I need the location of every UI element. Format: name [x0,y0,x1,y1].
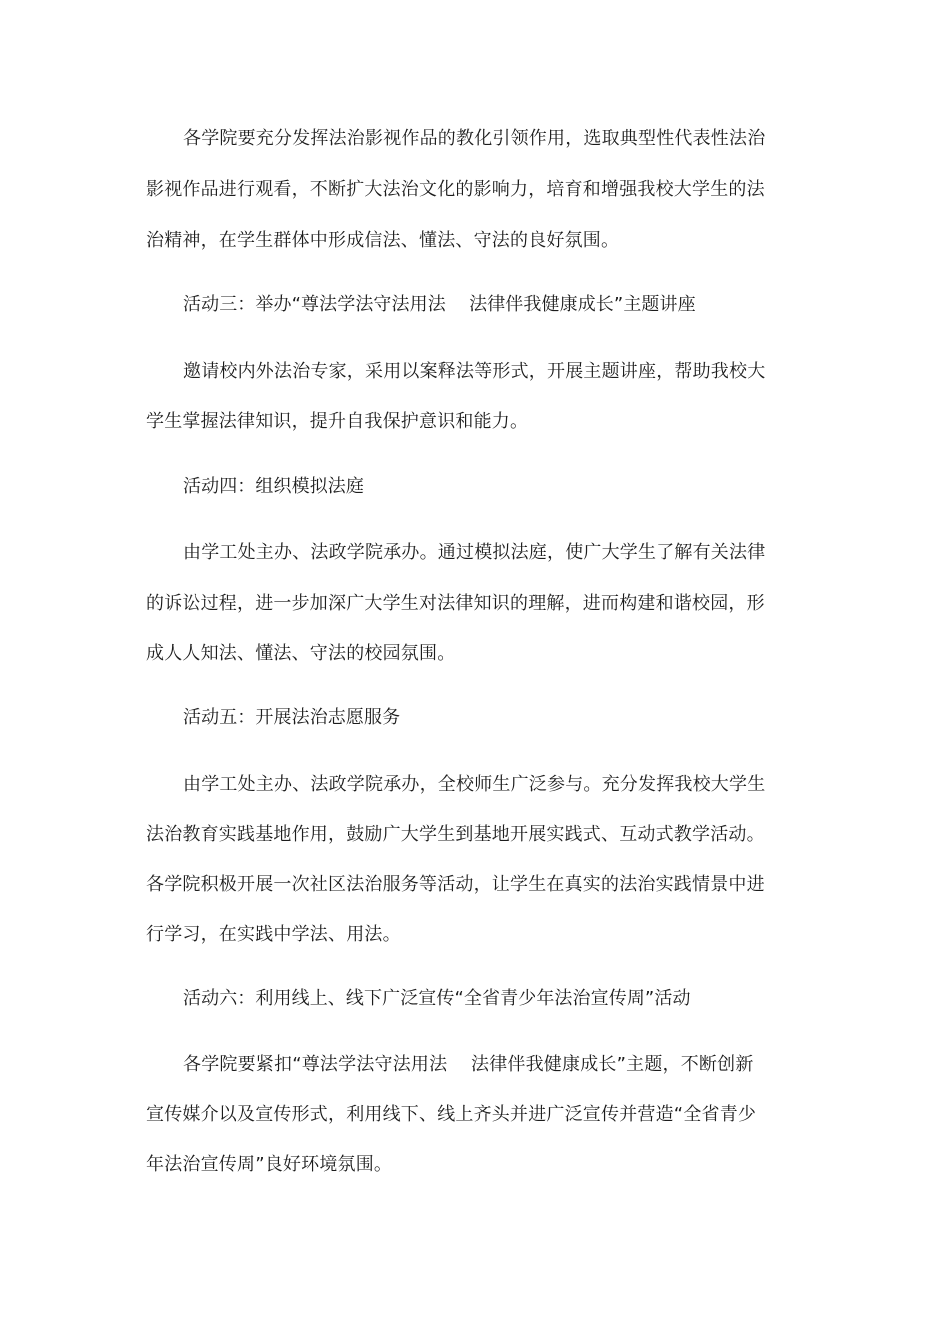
text-line: 的诉讼过程，进一步加深广大学生对法律知识的理解，进而构建和谐校园，形 [146,593,765,614]
text-line: 行学习，在实践中学法、用法。 [146,924,401,945]
text-line: 由学工处主办、法政学院承办。通过模拟法庭，使广大学生了解有关法律 [183,542,766,563]
text-line: 宣传媒介以及宣传形式，利用线下、线上齐头并进广泛宣传并营造“全省青少 [146,1104,757,1125]
heading-line: 活动四：组织模拟法庭 [183,476,364,497]
text-line: 学生掌握法律知识，提升自我保护意识和能力。 [146,411,529,432]
text-line: 邀请校内外法治专家，采用以案释法等形式，开展主题讲座，帮助我校大 [183,361,766,382]
text-line: 治精神，在学生群体中形成信法、懂法、守法的良好氛围。 [146,230,620,251]
text-line: 各学院积极开展一次社区法治服务等活动，让学生在真实的法治实践情景中进 [146,874,765,895]
text-line: 影视作品进行观看，不断扩大法治文化的影响力，培育和增强我校大学生的法 [146,179,765,200]
text-line: 成人人知法、懂法、守法的校园氛围。 [146,643,456,664]
heading-line: 活动六：利用线上、线下广泛宣传“全省青少年法治宣传周”活动 [183,988,691,1009]
text-line: 法治教育实践基地作用，鼓励广大学生到基地开展实践式、互动式教学活动。 [146,824,765,845]
text-line: 各学院要紧扣“尊法学法守法用法 法律伴我健康成长”主题，不断创新 [183,1054,754,1075]
text-line: 由学工处主办、法政学院承办，全校师生广泛参与。充分发挥我校大学生 [183,774,766,795]
text-line: 年法治宣传周”良好环境氛围。 [146,1154,393,1175]
heading-line: 活动三：举办“尊法学法守法用法 法律伴我健康成长”主题讲座 [183,294,696,315]
text-line: 各学院要充分发挥法治影视作品的教化引领作用，选取典型性代表性法治 [183,128,766,149]
heading-line: 活动五：开展法治志愿服务 [183,707,401,728]
